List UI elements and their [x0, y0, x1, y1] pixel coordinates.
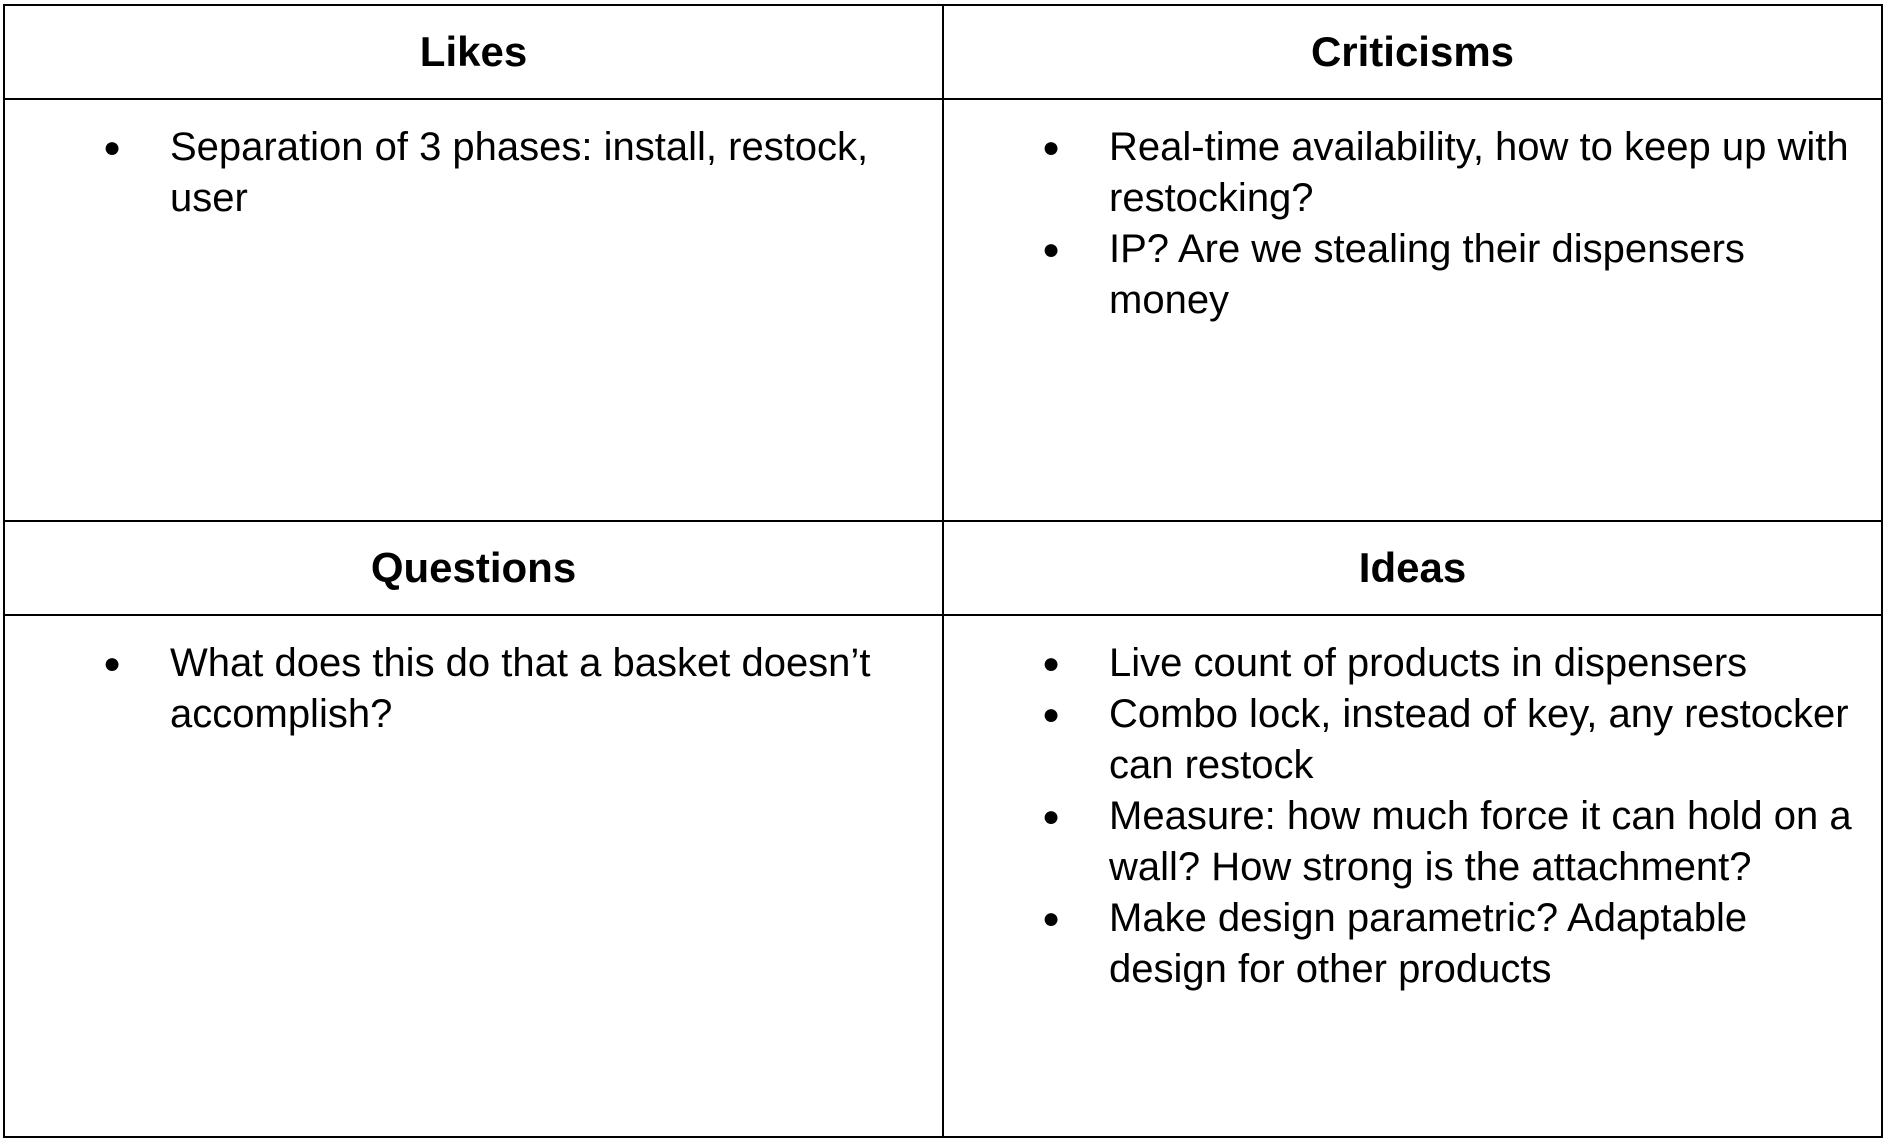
body-row-top	[4, 99, 1882, 521]
bullet-icon: ●	[1042, 902, 1061, 935]
ideas-item	[944, 638, 1881, 689]
criticisms-item	[944, 122, 1881, 224]
ideas-header: Ideas	[943, 521, 1882, 615]
feedback-grid	[3, 4, 1883, 1138]
questions-cell	[4, 615, 943, 1137]
ideas-item	[944, 689, 1881, 791]
questions-item	[5, 638, 942, 740]
ideas-item-text: Measure: how much force it can hold on a wall? How strong is the attachment?	[1109, 794, 1852, 889]
bullet-icon: ●	[1042, 647, 1061, 680]
bullet-icon: ●	[1042, 698, 1061, 731]
questions-header: Questions	[4, 521, 943, 615]
criticisms-item	[944, 224, 1881, 326]
questions-item-text: What does this do that a basket doesn’t accomplish?	[170, 641, 871, 736]
criticisms-list	[944, 100, 1881, 326]
bullet-icon: ●	[103, 647, 122, 680]
likes-item-text: Separation of 3 phases: install, restock, user	[170, 125, 869, 220]
criticisms-header: Criticisms	[943, 5, 1882, 99]
likes-item	[5, 122, 942, 224]
bullet-icon: ●	[1042, 131, 1061, 164]
ideas-list	[944, 616, 1881, 995]
header-row-bottom	[4, 521, 1882, 615]
ideas-item-text: Make design parametric? Adaptable design for other products	[1109, 896, 1748, 991]
likes-cell	[4, 99, 943, 521]
body-row-bottom	[4, 615, 1882, 1137]
criticisms-cell	[943, 99, 1882, 521]
criticisms-item-text: Real-time availability, how to keep up with restocking?	[1109, 125, 1849, 220]
criticisms-item-text: IP? Are we stealing their dispensers money	[1109, 227, 1745, 322]
ideas-item-text: Combo lock, instead of key, any restocker can restock	[1109, 692, 1849, 787]
header-row-top	[4, 5, 1882, 99]
ideas-item	[944, 791, 1881, 893]
questions-list	[5, 616, 942, 740]
bullet-icon: ●	[1042, 233, 1061, 266]
likes-list	[5, 100, 942, 224]
likes-header: Likes	[4, 5, 943, 99]
ideas-item	[944, 893, 1881, 995]
ideas-item-text: Live count of products in dispensers	[1109, 641, 1748, 685]
ideas-cell	[943, 615, 1882, 1137]
bullet-icon: ●	[1042, 800, 1061, 833]
bullet-icon: ●	[103, 131, 122, 164]
